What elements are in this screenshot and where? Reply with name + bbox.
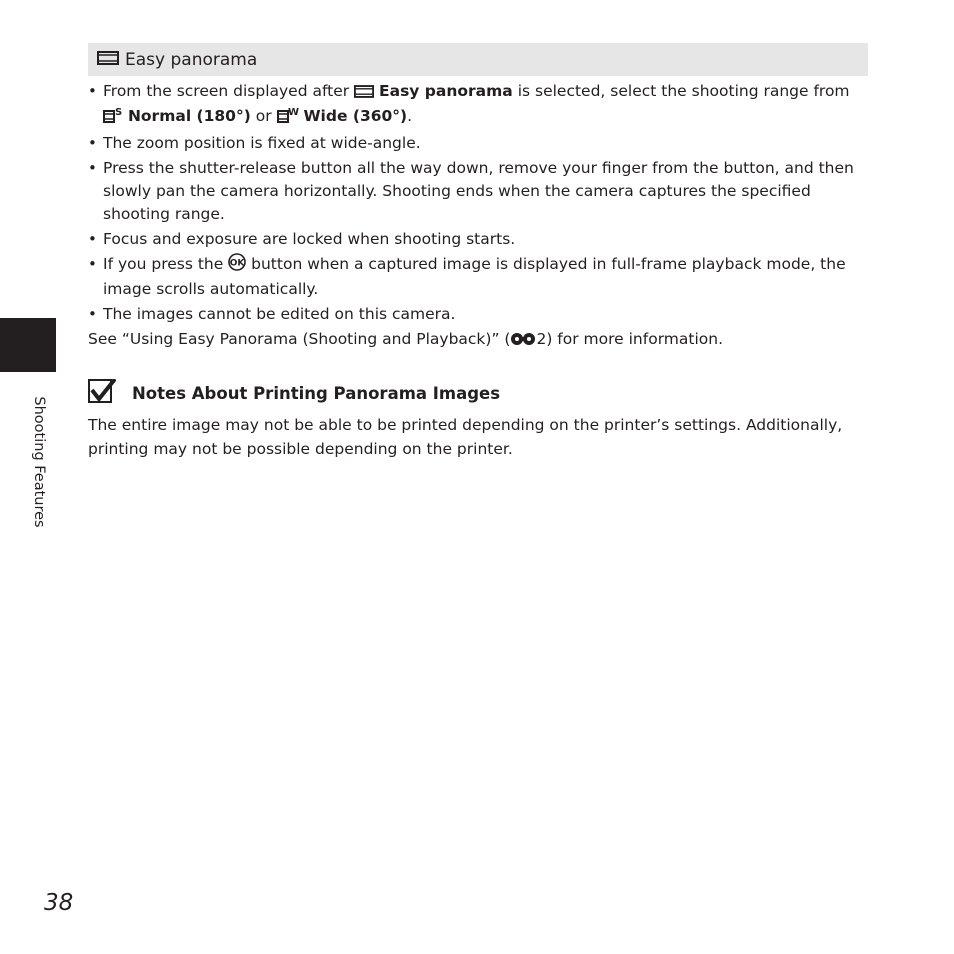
list-item: • From the screen displayed after Easy panorama is selected, select the shooting range from S Normal (180°) or W Wide (360°). [88, 80, 868, 130]
page-number: 38 [44, 890, 74, 916]
section-title: Easy panorama [125, 49, 258, 70]
see-also: See “Using Easy Panorama (Shooting and Playback)” ( 2) for more information. [88, 328, 868, 353]
ok-button-icon [228, 253, 246, 278]
section-header [88, 43, 868, 76]
list-item: • The zoom position is fixed at wide-angle. [88, 132, 868, 155]
svg-text:S: S [115, 107, 123, 118]
normal-range-icon [103, 106, 123, 130]
normal-range-label: Normal (180°) [127, 107, 251, 125]
list-item: • The images cannot be edited on this camera. [88, 303, 868, 326]
list-item: • Focus and exposure are locked when shooting starts. [88, 228, 868, 251]
panorama-icon [354, 82, 374, 105]
list-item: • If you press the OK button when a captured image is displayed in full-frame playback mode, the image scrolls automatically. [88, 253, 868, 301]
mode-name: Easy panorama [379, 82, 513, 100]
wide-range-label: Wide (360°) [303, 107, 408, 125]
note-heading [88, 379, 868, 407]
bullet-list [88, 80, 868, 326]
wide-range-icon [277, 106, 299, 130]
chapter-label: Shooting Features [31, 396, 47, 528]
list-item: • Press the shutter-release button all the way down, remove your finger from the button, and then slowly pan the camera horizontally. Shooting ends when the camera captures the specified shooting range. [88, 157, 868, 226]
chapter-tab [0, 318, 56, 372]
reference-section-icon [510, 330, 536, 353]
svg-text:W: W [287, 107, 299, 118]
svg-text:OK: OK [229, 258, 245, 269]
reference-page: 2 [536, 330, 547, 348]
panorama-icon [97, 50, 119, 70]
note-title: Notes About Printing Panorama Images [132, 383, 501, 403]
check-note-icon [88, 379, 116, 407]
page-content [88, 43, 868, 461]
note-body: The entire image may not be able to be printed depending on the printer’s settings. Additionally, printing may not be possible depending on the printer. [88, 416, 843, 458]
